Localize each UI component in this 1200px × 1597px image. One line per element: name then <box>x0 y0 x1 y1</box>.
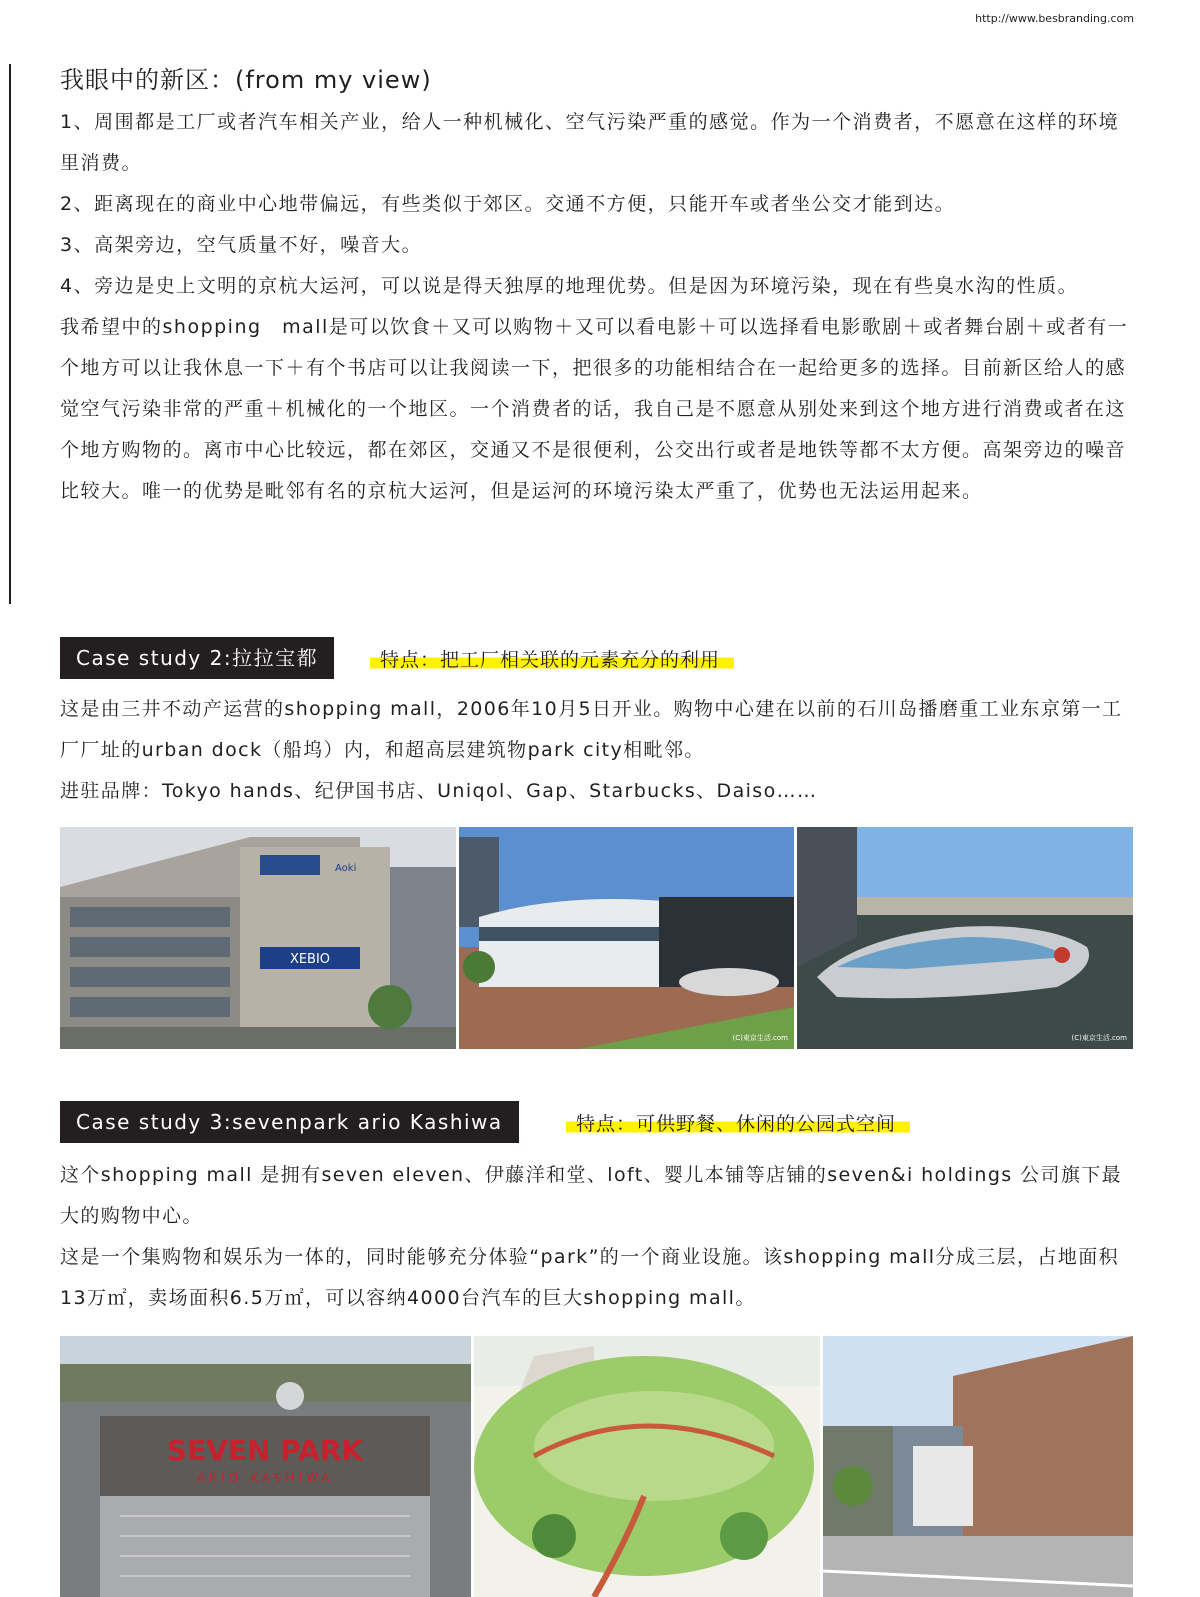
case-study-2-body <box>60 689 1135 812</box>
facade-photo <box>823 1336 1133 1597</box>
xebio-sign: XEBIO <box>289 952 331 967</box>
wish-paragraph: 我希望中的shopping mall是可以饮食＋又可以购物＋又可以看电影＋可以选择看电影歌剧＋或者舞台剧＋或者有一个地方可以让我休息一下＋有个书店可以让我阅读一下，把很多的功能相结合在一起给更多的选择。目前新区给人的感觉空气污染非常的严重＋机械化的一个地区。一个消费者的话，我自己是不愿意从别处来到这个地方进行消费或者在这个地方购物的。离市中心比较远，都在郊区，交通又不是很便利，公交出行或者是地铁等都不太方便。高架旁边的噪音比较大。唯一的优势是毗邻有名的京杭大运河，但是运河的环境污染太严重了，优势也无法运用起来。 <box>60 316 1129 502</box>
case-study-2-feature: 特点：把工厂相关联的元素充分的利用 <box>370 649 734 671</box>
case-study-3-intro: 这个shopping mall 是拥有seven eleven、伊藤洋和堂、loft、婴儿本铺等店铺的seven&i holdings 公司旗下最大的购物中心。 <box>60 1164 1123 1227</box>
case-study-3-feature: 特点：可供野餐、休闲的公园式空间 <box>566 1113 910 1135</box>
case-study-3-body <box>60 1155 1135 1319</box>
case-study-2-intro: 这是由三井不动产运营的shopping mall，2006年10月5日开业。购物中心建在以前的石川岛播磨重工业东京第一工厂厂址的urban dock（船坞）内，和超高层建筑物park city相毗邻。 <box>60 698 1123 761</box>
photo-credit: (C)東京生活.com <box>732 1034 788 1042</box>
aerial-photo <box>60 1336 471 1597</box>
view-section <box>60 64 1130 512</box>
case-study-2-brands: 进驻品牌：Tokyo hands、纪伊国书店、Uniqol、Gap、Starbucks、Daiso…… <box>60 780 818 802</box>
plaza-photo <box>459 827 794 1049</box>
margin-rule <box>9 64 11 604</box>
ario-kashiwa-logo: ARIO KASHIWA <box>196 1471 334 1485</box>
park-rendering <box>474 1336 820 1597</box>
building-photo <box>60 827 456 1049</box>
photo-credit: (C)東京生活.com <box>1071 1034 1127 1042</box>
aoki-sign: Aoki <box>335 863 357 874</box>
view-point-2: 2、距离现在的商业中心地带偏远，有些类似于郊区。交通不方便，只能开车或者坐公交才能到达。 <box>60 193 956 215</box>
view-point-1: 1、周围都是工厂或者汽车相关产业，给人一种机械化、空气污染严重的感觉。作为一个消费者，不愿意在这样的环境里消费。 <box>60 111 1120 174</box>
boat-photo <box>797 827 1133 1049</box>
case-study-3-label: Case study 3:sevenpark ario Kashiwa <box>60 1101 519 1143</box>
section-title: 我眼中的新区：(from my view) <box>60 66 432 94</box>
case-study-3-detail: 这是一个集购物和娱乐为一体的，同时能够充分体验“park”的一个商业设施。该shopping mall分成三层，占地面积13万㎡，卖场面积6.5万㎡，可以容纳4000台汽车的巨大shopping mall。 <box>60 1246 1120 1309</box>
seven-park-logo: SEVEN PARK <box>166 1434 364 1467</box>
site-url: http://www.besbranding.com <box>975 12 1134 25</box>
case-study-2-label: Case study 2:拉拉宝都 <box>60 637 334 679</box>
view-point-3: 3、高架旁边，空气质量不好，噪音大。 <box>60 234 423 256</box>
view-point-4: 4、旁边是史上文明的京杭大运河，可以说是得天独厚的地理优势。但是因为环境污染，现在有些臭水沟的性质。 <box>60 275 1079 297</box>
